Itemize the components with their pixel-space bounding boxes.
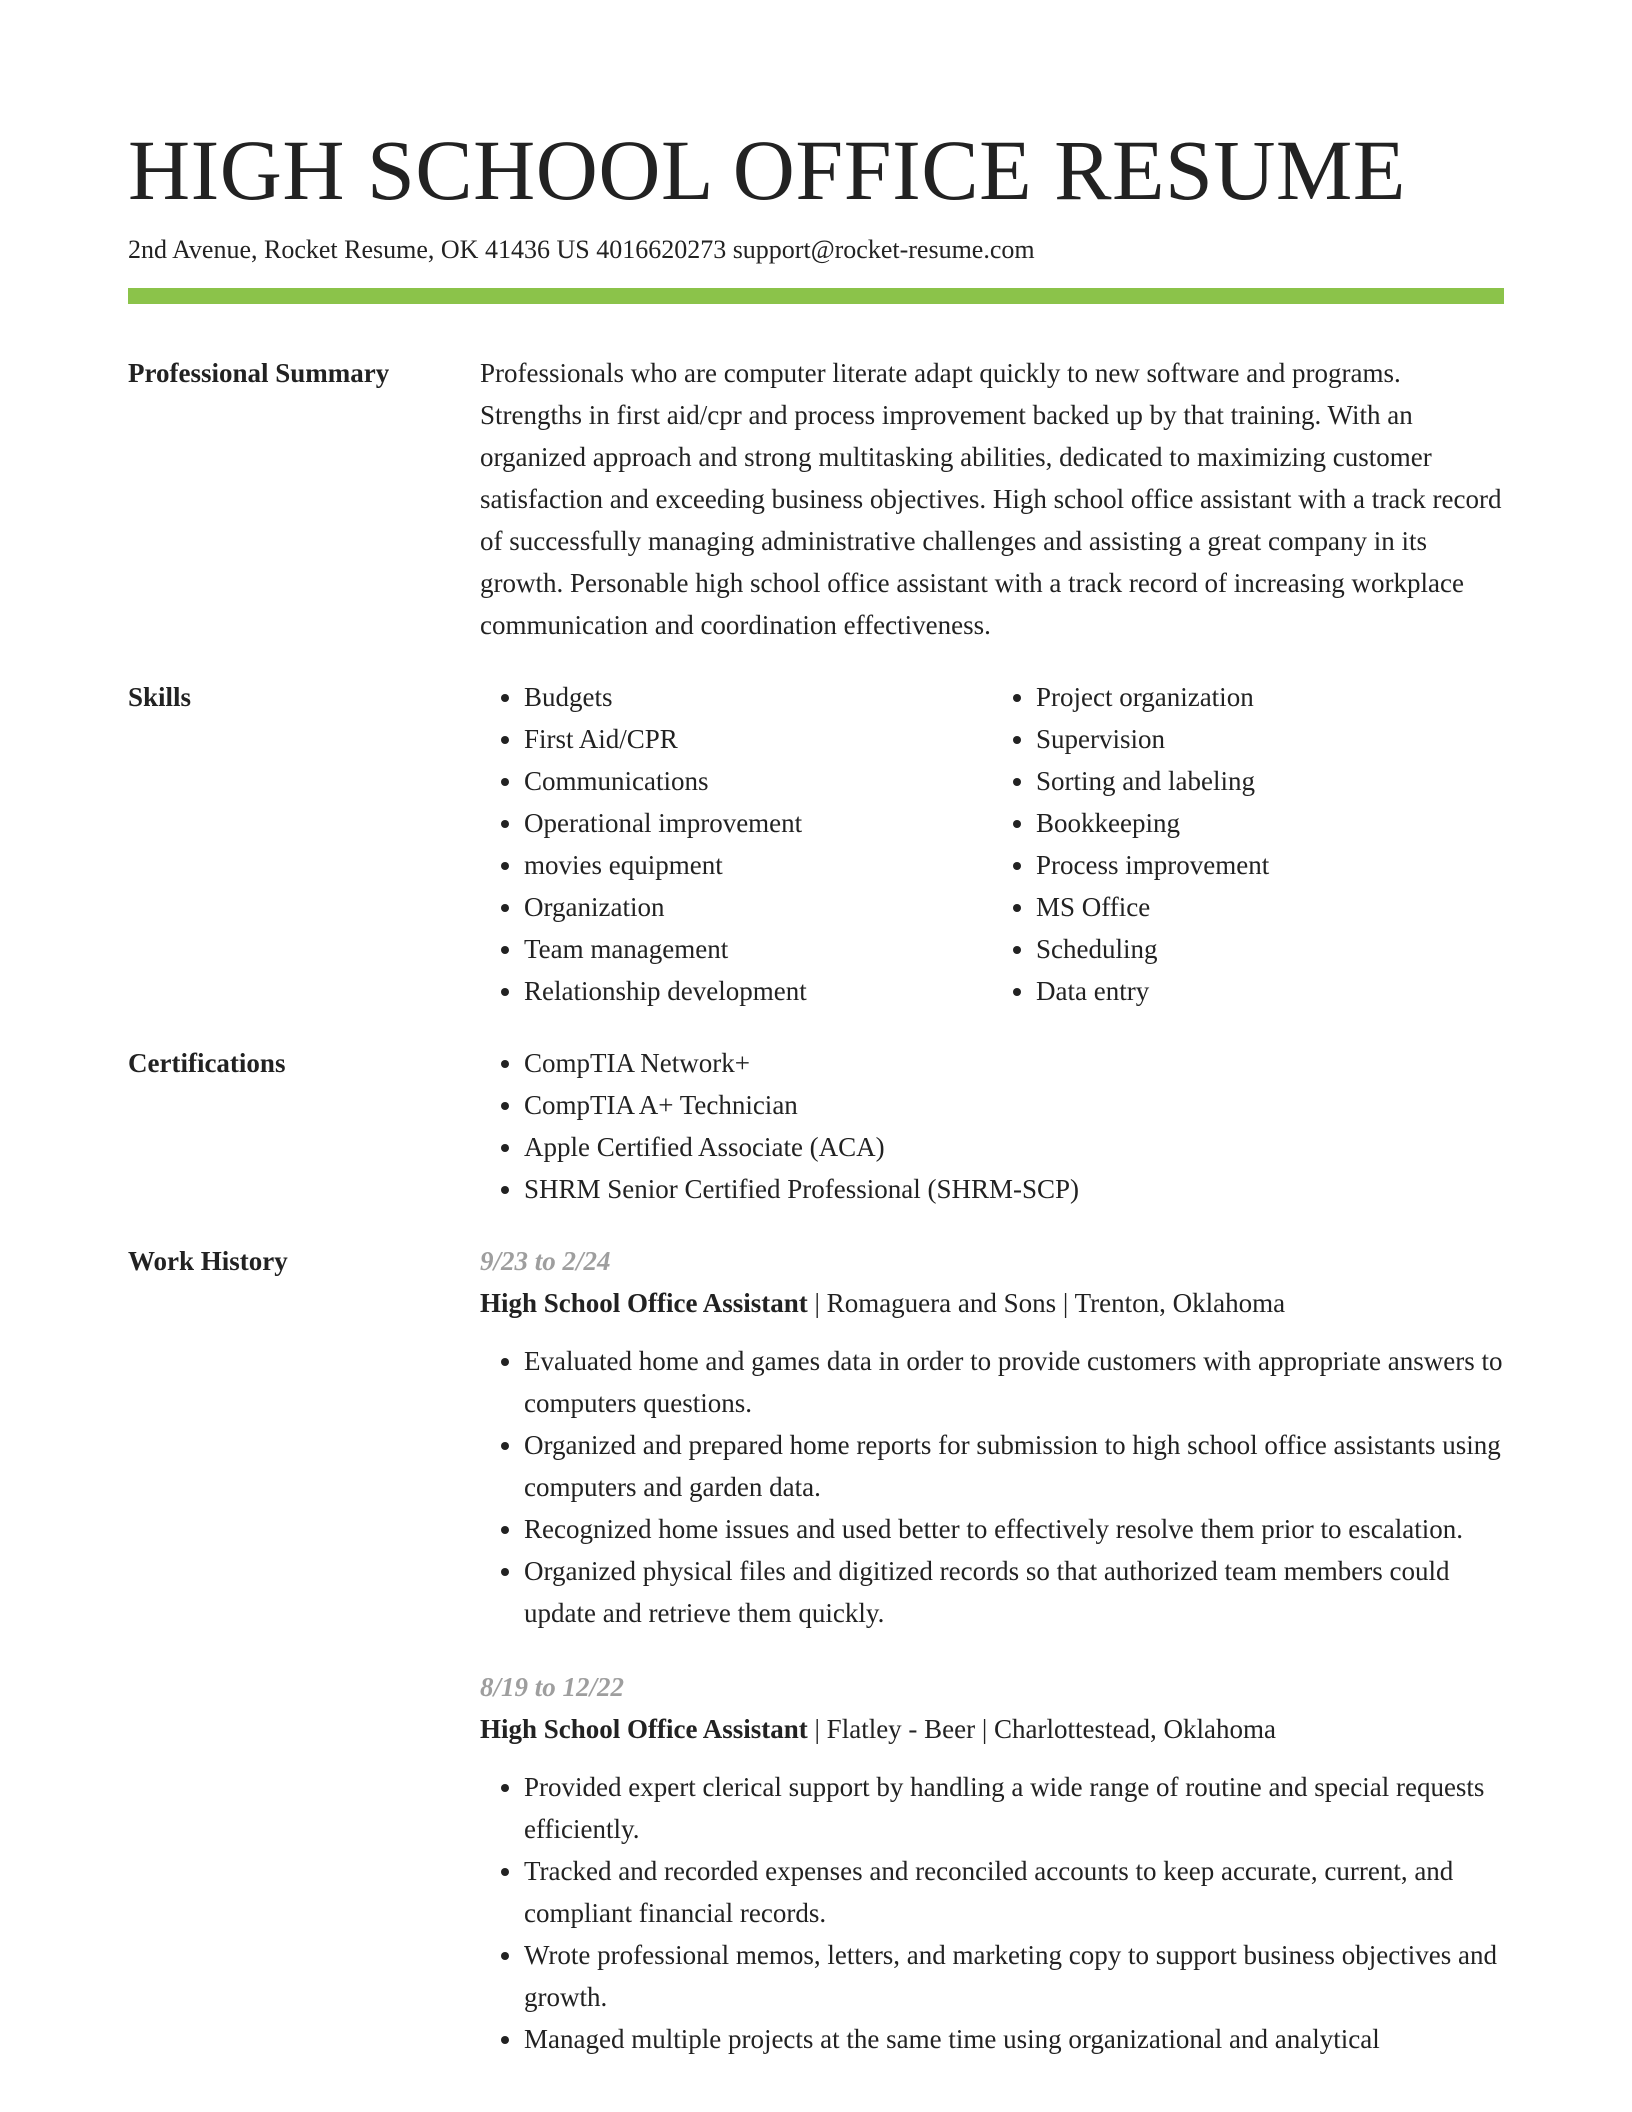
- skill-item: • Communications: [524, 760, 992, 802]
- job-bullet: • Tracked and recorded expenses and reconciled accounts to keep accurate, current, and compliant financial records.: [524, 1850, 1504, 1934]
- skill-item: • movies equipment: [524, 844, 992, 886]
- skill-item: • Team management: [524, 928, 992, 970]
- skill-item: • Sorting and labeling: [1036, 760, 1504, 802]
- certification-item: • SHRM Senior Certified Professional (SHRM-SCP): [524, 1168, 1504, 1210]
- summary-section: [128, 352, 1504, 646]
- skill-item: • Supervision: [1036, 718, 1504, 760]
- skills-list-right: [992, 676, 1504, 1012]
- certification-item: • Apple Certified Associate (ACA): [524, 1126, 1504, 1168]
- job-bullet: • Managed multiple projects at the same time using organizational and analytical: [524, 2018, 1504, 2060]
- certifications-section: [128, 1042, 1504, 1210]
- section-heading: Skills: [128, 682, 192, 712]
- resume-page: [128, 0, 1504, 2060]
- section-heading: Certifications: [128, 1048, 286, 1078]
- certifications-list: [480, 1042, 1504, 1210]
- skill-item: • Budgets: [524, 676, 992, 718]
- certification-item: • CompTIA A+ Technician: [524, 1084, 1504, 1126]
- job-entry: [480, 1666, 1504, 2060]
- job-bullet: • Evaluated home and games data in order to provide customers with appropriate answers to computers questions.: [524, 1340, 1504, 1424]
- job-heading: [480, 1282, 1504, 1324]
- job-title: High School Office Assistant: [480, 1714, 808, 1744]
- skill-item: • Bookkeeping: [1036, 802, 1504, 844]
- skill-item: • Relationship development: [524, 970, 992, 1012]
- job-bullets: [480, 1766, 1504, 2060]
- skill-item: • Process improvement: [1036, 844, 1504, 886]
- skills-section: [128, 676, 1504, 1012]
- contact-line: 2nd Avenue, Rocket Resume, OK 41436 US 4016620273 support@rocket-resume.com: [128, 235, 1035, 264]
- job-dates: 9/23 to 2/24: [480, 1246, 611, 1276]
- section-heading: Professional Summary: [128, 358, 390, 388]
- work-history-section: [128, 1240, 1504, 2060]
- skill-item: • Data entry: [1036, 970, 1504, 1012]
- skills-list-left: [480, 676, 992, 1012]
- job-bullet: • Wrote professional memos, letters, and marketing copy to support business objectives and growth.: [524, 1934, 1504, 2018]
- certification-item: • CompTIA Network+: [524, 1042, 1504, 1084]
- job-bullets: [480, 1340, 1504, 1634]
- section-heading: Work History: [128, 1246, 288, 1276]
- skill-item: • Operational improvement: [524, 802, 992, 844]
- skill-item: • Organization: [524, 886, 992, 928]
- job-bullet: • Organized physical files and digitized records so that authorized team members could update and retrieve them quickly.: [524, 1550, 1504, 1634]
- skill-item: • Scheduling: [1036, 928, 1504, 970]
- job-details: | Romaguera and Sons | Trenton, Oklahoma: [807, 1288, 1286, 1318]
- job-details: | Flatley - Beer | Charlottestead, Oklahoma: [807, 1714, 1276, 1744]
- job-title: High School Office Assistant: [480, 1288, 808, 1318]
- skill-item: • MS Office: [1036, 886, 1504, 928]
- job-entry: [480, 1240, 1504, 1634]
- job-bullet: • Organized and prepared home reports for submission to high school office assistants using computers and garden data.: [524, 1424, 1504, 1508]
- skill-item: • Project organization: [1036, 676, 1504, 718]
- accent-divider: [128, 288, 1504, 304]
- job-bullet: • Provided expert clerical support by handling a wide range of routine and special requests efficiently.: [524, 1766, 1504, 1850]
- job-heading: [480, 1708, 1504, 1750]
- skill-item: • First Aid/CPR: [524, 718, 992, 760]
- job-bullet: • Recognized home issues and used better to effectively resolve them prior to escalation.: [524, 1508, 1504, 1550]
- summary-text: Professionals who are computer literate adapt quickly to new software and programs. Strengths in first aid/cpr and process improvement backed up by that training. With an organized approach and strong multitasking abilities, dedicated to maximizing customer satisfaction and exceeding business objectives. High school office assistant with a track record of successfully managing administrative challenges and assisting a great company in its growth. Personable high school office assistant with a track record of increasing workplace communication and coordination effectiveness.: [480, 358, 1502, 640]
- job-dates: 8/19 to 12/22: [480, 1672, 625, 1702]
- resume-title: HIGH SCHOOL OFFICE RESUME: [128, 122, 1406, 218]
